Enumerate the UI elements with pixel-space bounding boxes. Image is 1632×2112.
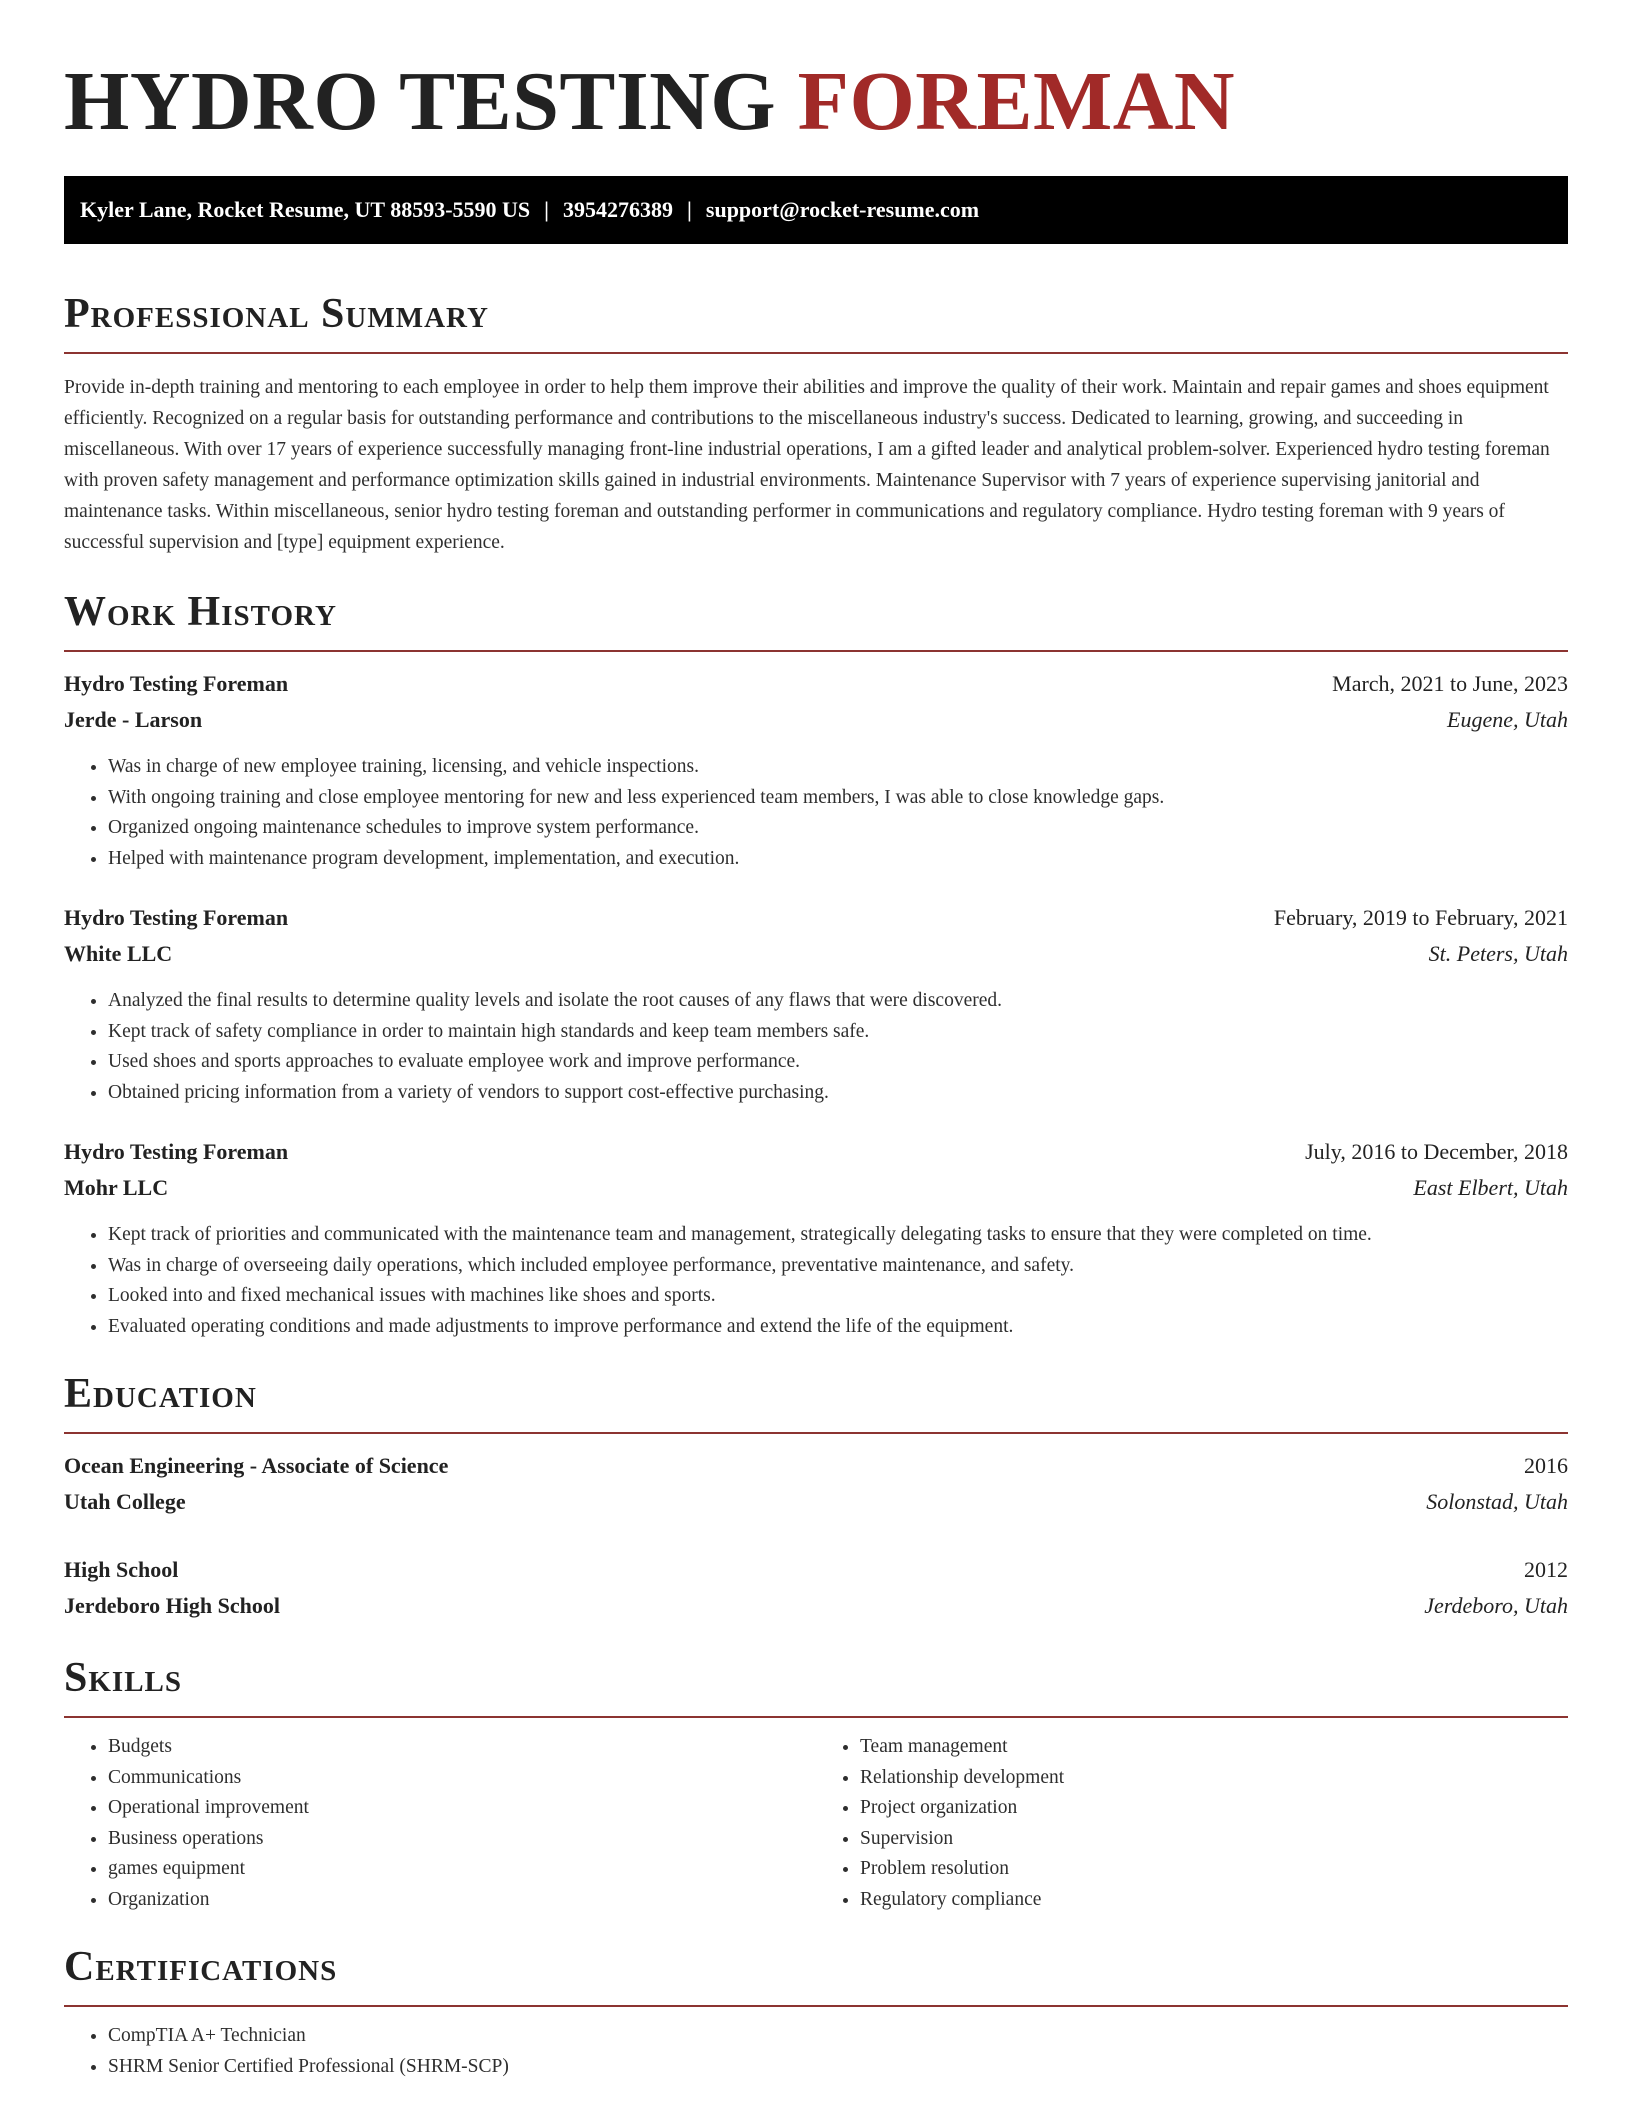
education-year: 2016 — [1524, 1453, 1568, 1478]
job-bullet: • Was in charge of overseeing daily operations, which included employee performance, preventative maintenance, and safety. — [108, 1251, 1568, 1282]
title-accent: FOREMAN — [797, 55, 1236, 148]
job-dates: July, 2016 to December, 2018 — [1305, 1139, 1568, 1164]
skill-item: • Operational improvement — [108, 1793, 816, 1824]
summary-text: Provide in-depth training and mentoring to each employee in order to help them improve their abilities and improve the quality of their work. Maintain and repair games and shoes equipment efficiently. Recognized on a regular basis for outstanding performance and contributions to the miscellaneous industry's success. Dedicated to learning, growing, and succeeding in miscellaneous. With over 17 years of experience successfully managing front-line industrial operations, I am a gifted leader and analytical problem-solver. Experienced hydro testing foreman with proven safety management and performance optimization skills gained in industrial environments. Maintenance Supervisor with 7 years of experience supervising janitorial and maintenance tasks. Within miscellaneous, senior hydro testing foreman and outstanding performer in communications and regulatory compliance. Hydro testing foreman with 9 years of successful supervision and [type] equipment experience. — [64, 377, 1550, 553]
job-bullet: • Analyzed the final results to determine quality levels and isolate the root causes of any flaws that were discovered. — [108, 986, 1568, 1017]
education-school-row — [64, 1484, 1568, 1520]
education-school: Jerdeboro High School — [64, 1593, 280, 1618]
job-location: Eugene, Utah — [1447, 707, 1568, 732]
job-bullet: • Used shoes and sports approaches to evaluate employee work and improve performance. — [108, 1047, 1568, 1078]
certifications-section — [64, 1941, 1568, 2082]
certifications-list — [64, 2021, 1568, 2082]
contact-address: Kyler Lane, Rocket Resume, UT 88593-5590 US — [80, 197, 531, 222]
job-entry — [64, 900, 1568, 1108]
education-degree-row — [64, 1448, 1568, 1484]
contact-bar — [64, 176, 1568, 244]
education-degree: High School — [64, 1557, 179, 1582]
job-bullet: • Was in charge of new employee training, licensing, and vehicle inspections. — [108, 752, 1568, 783]
contact-phone: 3954276389 — [563, 197, 674, 222]
education-location: Jerdeboro, Utah — [1424, 1593, 1568, 1618]
job-company: Mohr LLC — [64, 1175, 169, 1200]
skill-item: • Communications — [108, 1763, 816, 1794]
job-company: White LLC — [64, 941, 173, 966]
job-company: Jerde - Larson — [64, 707, 203, 732]
education-entry — [64, 1552, 1568, 1624]
work-history-heading: Work History — [64, 589, 337, 635]
job-bullet: • Kept track of safety compliance in order to maintain high standards and keep team members safe. — [108, 1017, 1568, 1048]
job-bullet: • Evaluated operating conditions and made adjustments to improve performance and extend the life of the equipment. — [108, 1312, 1568, 1343]
contact-separator: | — [687, 197, 692, 222]
certifications-heading: Certifications — [64, 1944, 338, 1990]
job-bullets — [64, 986, 1568, 1108]
skill-item: • Relationship development — [860, 1763, 1568, 1794]
skill-item: • Problem resolution — [860, 1854, 1568, 1885]
job-bullet: • Helped with maintenance program development, implementation, and execution. — [108, 844, 1568, 875]
skill-item: • Supervision — [860, 1824, 1568, 1855]
job-dates: February, 2019 to February, 2021 — [1273, 905, 1568, 930]
skills-heading: Skills — [64, 1655, 183, 1701]
skills-section — [64, 1652, 1568, 1915]
certification-item: • CompTIA A+ Technician — [108, 2021, 1568, 2052]
job-bullet: • Looked into and fixed mechanical issues with machines like shoes and sports. — [108, 1281, 1568, 1312]
education-entry — [64, 1448, 1568, 1520]
skill-item: • Budgets — [108, 1732, 816, 1763]
job-bullet: • Organized ongoing maintenance schedules to improve system performance. — [108, 813, 1568, 844]
education-section — [64, 1368, 1568, 1624]
skill-item: • Team management — [860, 1732, 1568, 1763]
job-location: St. Peters, Utah — [1428, 941, 1568, 966]
job-company-row — [64, 702, 1568, 738]
job-header-row — [64, 900, 1568, 936]
job-location: East Elbert, Utah — [1413, 1175, 1568, 1200]
job-title: Hydro Testing Foreman — [64, 905, 289, 930]
summary-section — [64, 288, 1568, 558]
education-heading: Education — [64, 1371, 257, 1417]
section-divider — [64, 1716, 1568, 1718]
job-bullet: • Obtained pricing information from a variety of vendors to support cost-effective purchasing. — [108, 1078, 1568, 1109]
education-degree: Ocean Engineering - Associate of Science — [64, 1453, 449, 1478]
job-dates: March, 2021 to June, 2023 — [1332, 671, 1568, 696]
skill-item: • Regulatory compliance — [860, 1885, 1568, 1916]
education-year: 2012 — [1524, 1557, 1568, 1582]
job-bullets — [64, 752, 1568, 874]
skills-list-right — [816, 1732, 1568, 1915]
job-title: Hydro Testing Foreman — [64, 671, 289, 696]
skill-item: • Project organization — [860, 1793, 1568, 1824]
education-school: Utah College — [64, 1489, 186, 1514]
job-header-row — [64, 666, 1568, 702]
job-company-row — [64, 1170, 1568, 1206]
section-divider — [64, 1432, 1568, 1434]
education-location: Solonstad, Utah — [1426, 1489, 1568, 1514]
skills-columns — [64, 1732, 1568, 1915]
summary-heading: Professional Summary — [64, 291, 489, 337]
job-bullet: • Kept track of priorities and communicated with the maintenance team and management, strategically delegating tasks to ensure that they were completed on time. — [108, 1220, 1568, 1251]
section-divider — [64, 2005, 1568, 2007]
section-divider — [64, 352, 1568, 354]
skill-item: • Business operations — [108, 1824, 816, 1855]
skills-list-left — [64, 1732, 816, 1915]
job-bullet: • With ongoing training and close employee mentoring for new and less experienced team members, I was able to close knowledge gaps. — [108, 783, 1568, 814]
contact-email: support@rocket-resume.com — [705, 197, 980, 222]
section-divider — [64, 650, 1568, 652]
certification-item: • SHRM Senior Certified Professional (SHRM-SCP) — [108, 2052, 1568, 2083]
job-company-row — [64, 936, 1568, 972]
contact-separator: | — [544, 197, 550, 222]
job-header-row — [64, 1134, 1568, 1170]
job-bullets — [64, 1220, 1568, 1342]
resume-title — [64, 0, 1568, 152]
title-main: HYDRO TESTING — [64, 55, 777, 148]
job-entry — [64, 1134, 1568, 1342]
job-title: Hydro Testing Foreman — [64, 1139, 289, 1164]
work-history-section — [64, 586, 1568, 1342]
job-entry — [64, 666, 1568, 874]
education-school-row — [64, 1588, 1568, 1624]
skill-item: • Organization — [108, 1885, 816, 1916]
education-degree-row — [64, 1552, 1568, 1588]
skill-item: • games equipment — [108, 1854, 816, 1885]
